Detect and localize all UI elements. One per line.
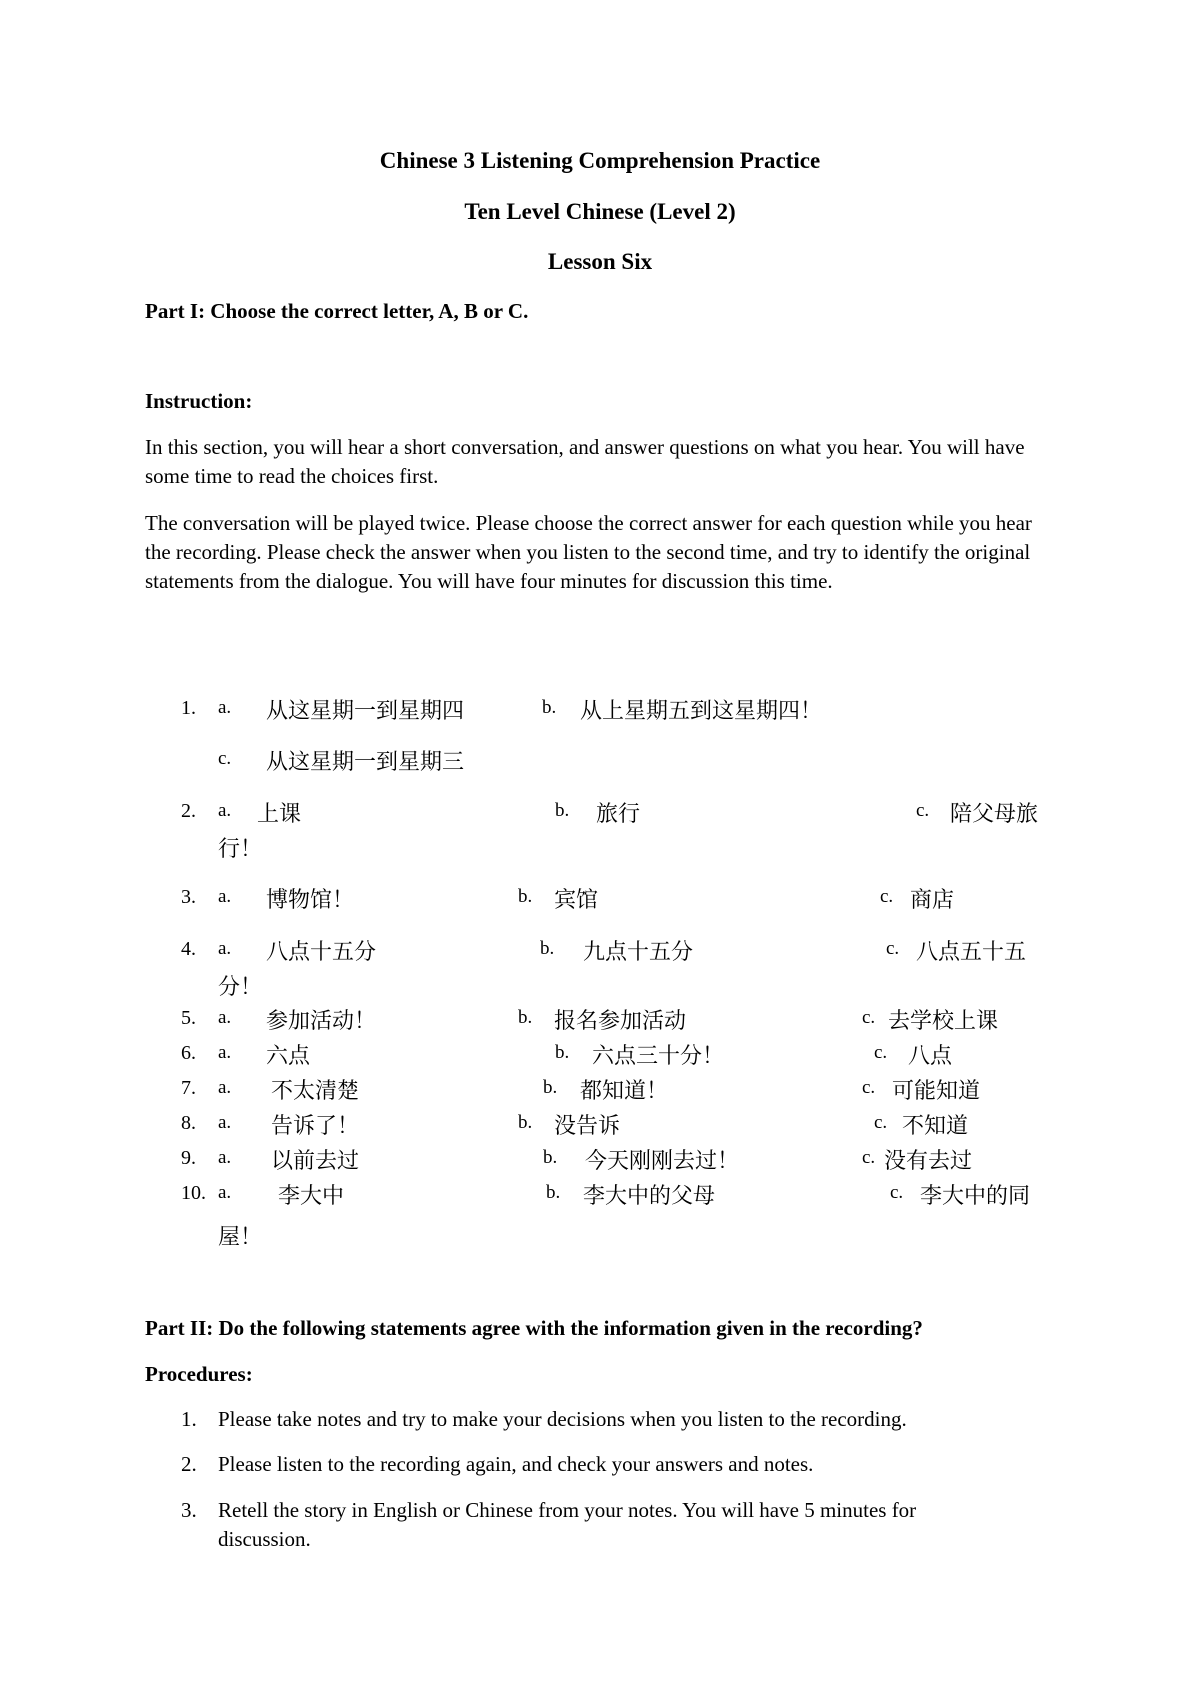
part1-heading: Part I: Choose the correct letter, A, B or C. <box>145 299 529 323</box>
option-letter-a: a. <box>218 1042 232 1063</box>
option-c-continued: 屋！ <box>218 1225 263 1250</box>
instruction-label: Instruction: <box>145 389 253 413</box>
option-a: 以前去过 <box>271 1149 360 1174</box>
option-letter-a: a. <box>218 1007 232 1028</box>
option-a: 上课 <box>257 802 302 827</box>
option-b: 都知道！ <box>580 1079 669 1104</box>
option-b: 六点三十分！ <box>592 1044 725 1069</box>
option-b: 宾馆 <box>554 888 599 913</box>
step-text: Retell the story in English or Chinese from your notes. You will have 5 minutes for <box>218 1498 917 1522</box>
option-letter-b: b. <box>518 886 533 907</box>
question-number: 4. <box>181 938 196 960</box>
option-b: 李大中的父母 <box>583 1184 716 1209</box>
option-c: 八点 <box>908 1044 953 1069</box>
option-c: 没有去过 <box>884 1149 973 1174</box>
option-letter-a: a. <box>218 1112 232 1133</box>
option-a: 参加活动！ <box>266 1009 377 1034</box>
option-letter-a: a. <box>218 697 232 718</box>
option-a: 告诉了！ <box>271 1114 360 1139</box>
option-c: 商店 <box>910 888 955 913</box>
option-a: 不太清楚 <box>271 1079 360 1104</box>
option-letter-b: b. <box>518 1112 533 1133</box>
option-letter-c: c. <box>862 1147 876 1168</box>
option-letter-b: b. <box>555 1042 570 1063</box>
option-c: 李大中的同 <box>920 1184 1031 1209</box>
option-c: 八点五十五 <box>916 940 1027 965</box>
option-c: 陪父母旅 <box>950 802 1039 827</box>
option-letter-b: b. <box>540 938 555 959</box>
procedures-label: Procedures: <box>145 1362 253 1386</box>
option-letter-a: a. <box>218 1077 232 1098</box>
part2-heading: Part II: Do the following statements agree with the information given in the recording? <box>145 1316 923 1340</box>
instruction-paragraph-2: The conversation will be played twice. Please choose the correct answer for each question while you hear the recording. Please check the answer when you listen to the second time, and try to identify the original statements from the dialogue. You will have four minutes for discussion this time. <box>145 511 1032 593</box>
option-a: 六点 <box>266 1044 311 1069</box>
instruction-paragraph-1: In this section, you will hear a short conversation, and answer questions on what you hear. You will have some time to read the choices first. <box>145 435 1025 488</box>
document-title: Chinese 3 Listening Comprehension Practice <box>379 148 821 173</box>
option-b: 今天刚刚去过！ <box>585 1149 740 1174</box>
option-letter-a: a. <box>218 938 232 959</box>
lesson-title: Lesson Six <box>547 249 653 274</box>
option-c-continued: 分！ <box>218 975 263 1000</box>
question-number: 9. <box>181 1147 196 1169</box>
option-a: 李大中 <box>278 1184 345 1209</box>
option-b: 报名参加活动 <box>554 1009 687 1034</box>
option-letter-a: a. <box>218 800 232 821</box>
step-text: Please take notes and try to make your decisions when you listen to the recording. <box>218 1407 907 1431</box>
step-number: 2. <box>181 1452 197 1476</box>
option-letter-b: b. <box>543 1147 558 1168</box>
option-letter-c: c. <box>886 938 900 959</box>
option-c-continued: 行！ <box>218 837 263 862</box>
option-letter-c: c. <box>874 1042 888 1063</box>
option-letter-c: c. <box>916 800 930 821</box>
question-number: 8. <box>181 1112 196 1134</box>
question-number: 6. <box>181 1042 196 1064</box>
step-text-continued: discussion. <box>218 1527 311 1551</box>
option-letter-a: a. <box>218 886 232 907</box>
question-number: 10. <box>181 1182 206 1204</box>
option-b: 旅行 <box>596 802 641 827</box>
option-c: 从这星期一到星期三 <box>266 750 465 775</box>
question-number: 7. <box>181 1077 196 1099</box>
option-letter-a: a. <box>218 1147 232 1168</box>
option-letter-b: b. <box>542 697 557 718</box>
document-subtitle: Ten Level Chinese (Level 2) <box>464 199 736 224</box>
question-number: 3. <box>181 886 196 908</box>
question-number: 2. <box>181 800 196 822</box>
question-number: 1. <box>181 697 196 719</box>
option-letter-b: b. <box>518 1007 533 1028</box>
option-letter-c: c. <box>880 886 894 907</box>
option-letter-c: c. <box>890 1182 904 1203</box>
option-a: 八点十五分 <box>266 940 377 965</box>
option-c: 可能知道 <box>892 1079 981 1104</box>
option-letter-b: b. <box>555 800 570 821</box>
option-b: 九点十五分 <box>583 940 694 965</box>
option-c: 不知道 <box>902 1114 969 1139</box>
option-b: 从上星期五到这星期四！ <box>580 699 823 724</box>
option-c: 去学校上课 <box>888 1009 999 1034</box>
step-number: 3. <box>181 1498 197 1522</box>
option-a: 从这星期一到星期四 <box>266 699 465 724</box>
option-letter-c: c. <box>874 1112 888 1133</box>
option-letter-a: a. <box>218 1182 232 1203</box>
option-letter-b: b. <box>543 1077 558 1098</box>
question-number: 5. <box>181 1007 196 1029</box>
option-letter-c: c. <box>218 748 232 769</box>
option-letter-c: c. <box>862 1077 876 1098</box>
option-letter-b: b. <box>546 1182 561 1203</box>
option-a: 博物馆！ <box>266 888 355 913</box>
step-number: 1. <box>181 1407 197 1431</box>
option-b: 没告诉 <box>554 1114 621 1139</box>
option-letter-c: c. <box>862 1007 876 1028</box>
step-text: Please listen to the recording again, and check your answers and notes. <box>218 1452 814 1476</box>
